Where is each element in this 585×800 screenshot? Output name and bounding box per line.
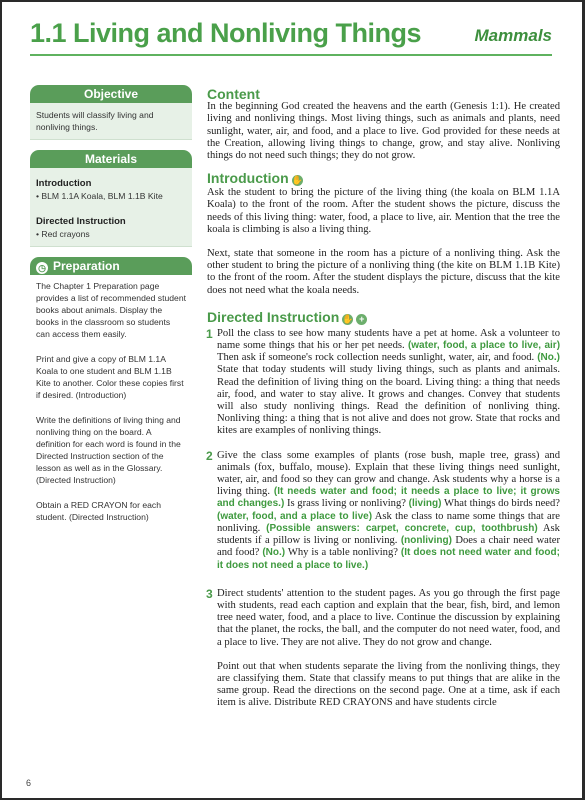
materials-panel [30, 168, 192, 247]
clock-icon: ◷ [36, 262, 48, 274]
answer: (No.) [262, 547, 286, 559]
answer: (water, food, and a place to live) [217, 510, 373, 522]
directed-heading-text: Directed Instruction [207, 308, 340, 325]
introduction-heading-text: Introduction [207, 170, 289, 187]
answer: (No.) [537, 352, 560, 364]
content-text: In the beginning God created the heavens and the earth (Genesis 1:1). He created living and nonliving things. Most living things, such as animals and plants, need sunlight, water, air, and food, and a place to live. God provided for these needs at the Creation, allowing living things to change, grow, and stay alive. Nonliving things do not need such things; they do not grow. [207, 101, 560, 162]
introduction-p1: Ask the student to bring the picture of the living thing (the koala on BLM 1.1A Koala) to the front of the room. After the student shows the picture, discuss the needs of this living thing: water, food, a place to live, air. Mention that the tree the koala is climbing is also a living thing. [207, 187, 560, 235]
sidebar [30, 85, 192, 528]
answer: (It does not need water and food; it does not need a place to live.) [217, 547, 560, 571]
main-column [207, 88, 560, 710]
preparation-p4: Obtain a RED CRAYON for each student. (Directed Instruction) [36, 500, 161, 522]
materials-di-heading: Directed Instruction [36, 216, 126, 227]
introduction-p2: Next, state that someone in the room has a picture of a nonliving thing. Ask the other student to bring the picture of a nonliving thing (the kite on BLM 1.1B Kite) to the front of the room. After the student displays the picture, discuss that the kite does not need what the koala needs. [207, 248, 560, 296]
preparation-title: Preparation [53, 259, 120, 273]
step-3-p2: Point out that when students separate the living from the nonliving things, they are classifying them. State that classify means to put things that are alike in the same group. Read the directions on the second page. One at a time, ask if each item is alive. Distribute RED CRAYONS and have students circle [217, 660, 560, 709]
preparation-p3: Write the definitions of living thing and nonliving thing on the board. A definition for each word is found in the Directed Instruction section of the lesson as well as in the Glossary. (Directed Instruction) [36, 415, 181, 485]
introduction-heading [207, 172, 560, 186]
answer: (water, food, a place to live, air) [407, 340, 561, 352]
step-1-text: Poll the class to see how many students have a pet at home. Ask a volunteer to name some things that his or her pet needs. (water, food, a place to live, air) Then ask if someone's rock collection needs sunlight, water, air, and food. (No.) State that today students will study living things, such as plants and animals. Read the definition of living thing on the board. Living thing: a thing that needs air, food, and water to stay alive. It grows and changes. Convey that students will also study nonliving things. Read the definition of nonliving thing. Nonliving thing: a thing that is not alive and does not grow. State that rocks and kites are examples of nonliving things. [217, 327, 561, 437]
step-number: 3 [206, 586, 213, 601]
preparation-header [30, 257, 192, 275]
hand-icon: ✋ [342, 313, 354, 324]
step-2-text: Give the class some examples of plants (rose bush, maple tree, grass) and animals (fox, buffalo, mouse). Explain that these living things need sunlight, water, air, and food so they can grow and change. Ask students why a horse is a living thing. (It needs water and food; it needs a place to live; it grows and changes.) Is grass living or nonliving? (living) What things do birds need? (water, food, and a place to live) Ask the class to name some things that are nonliving. (Possible answers: carpet, concrete, cup, toothbrush) Ask students if a pillow is living or nonliving. (nonliving) Does a chair need water and food? (No.) Why is a table nonliving? (It does not need water and food; it does not need a place to live.) [217, 449, 560, 571]
answer: (It needs water and food; it needs a place to live; it grows and changes.) [217, 486, 560, 510]
materials-header: Materials [30, 150, 192, 168]
preparation-p1: The Chapter 1 Preparation page provides a list of recommended student books about animals. Display the books in the classroom so students can access them easily. [36, 281, 186, 339]
plus-icon: + [356, 314, 367, 325]
materials-di-item: • Red crayons [36, 229, 90, 239]
materials-intro-heading: Introduction [36, 178, 92, 189]
answer: (Possible answers: carpet, concrete, cup, toothbrush) [266, 522, 538, 534]
hand-icon: ✋ [291, 175, 303, 186]
objective-panel [30, 103, 192, 140]
unit-tag: Mammals [474, 26, 552, 45]
step-3 [207, 588, 560, 710]
step-number: 1 [206, 326, 213, 341]
page-number: 6 [26, 778, 32, 788]
page [2, 2, 582, 798]
page-title: 1.1 Living and Nonliving Things [30, 18, 422, 48]
content-heading: Content [207, 86, 260, 102]
answer: (nonliving) [400, 535, 452, 547]
answer: (living) [408, 498, 442, 510]
directed-heading [207, 308, 560, 325]
header-rule [30, 54, 552, 56]
preparation-p2: Print and give a copy of BLM 1.1A Koala to one student and BLM 1.1B Kite to another. Color these copies first if desired. (Introduction) [36, 354, 184, 400]
preparation-panel [30, 275, 192, 528]
objective-header: Objective [30, 85, 192, 103]
page-header [30, 16, 552, 52]
step-1 [207, 328, 560, 438]
step-3-p1: Direct students' attention to the student pages. As you go through the first page with students, read each caption and explain that the bear, fish, bird, and lemon tree need water, food, and a place to live. Continue the discussion by explaining that the planet, the rocks, the ball, and the computer do not need water, food, and a place to live. They are not alive. They do not grow and change. [217, 587, 560, 648]
step-2 [207, 450, 560, 572]
step-number: 2 [206, 448, 213, 463]
objective-text: Students will classify living and nonliving things. [36, 110, 154, 132]
materials-intro-item: • BLM 1.1A Koala, BLM 1.1B Kite [36, 191, 163, 201]
